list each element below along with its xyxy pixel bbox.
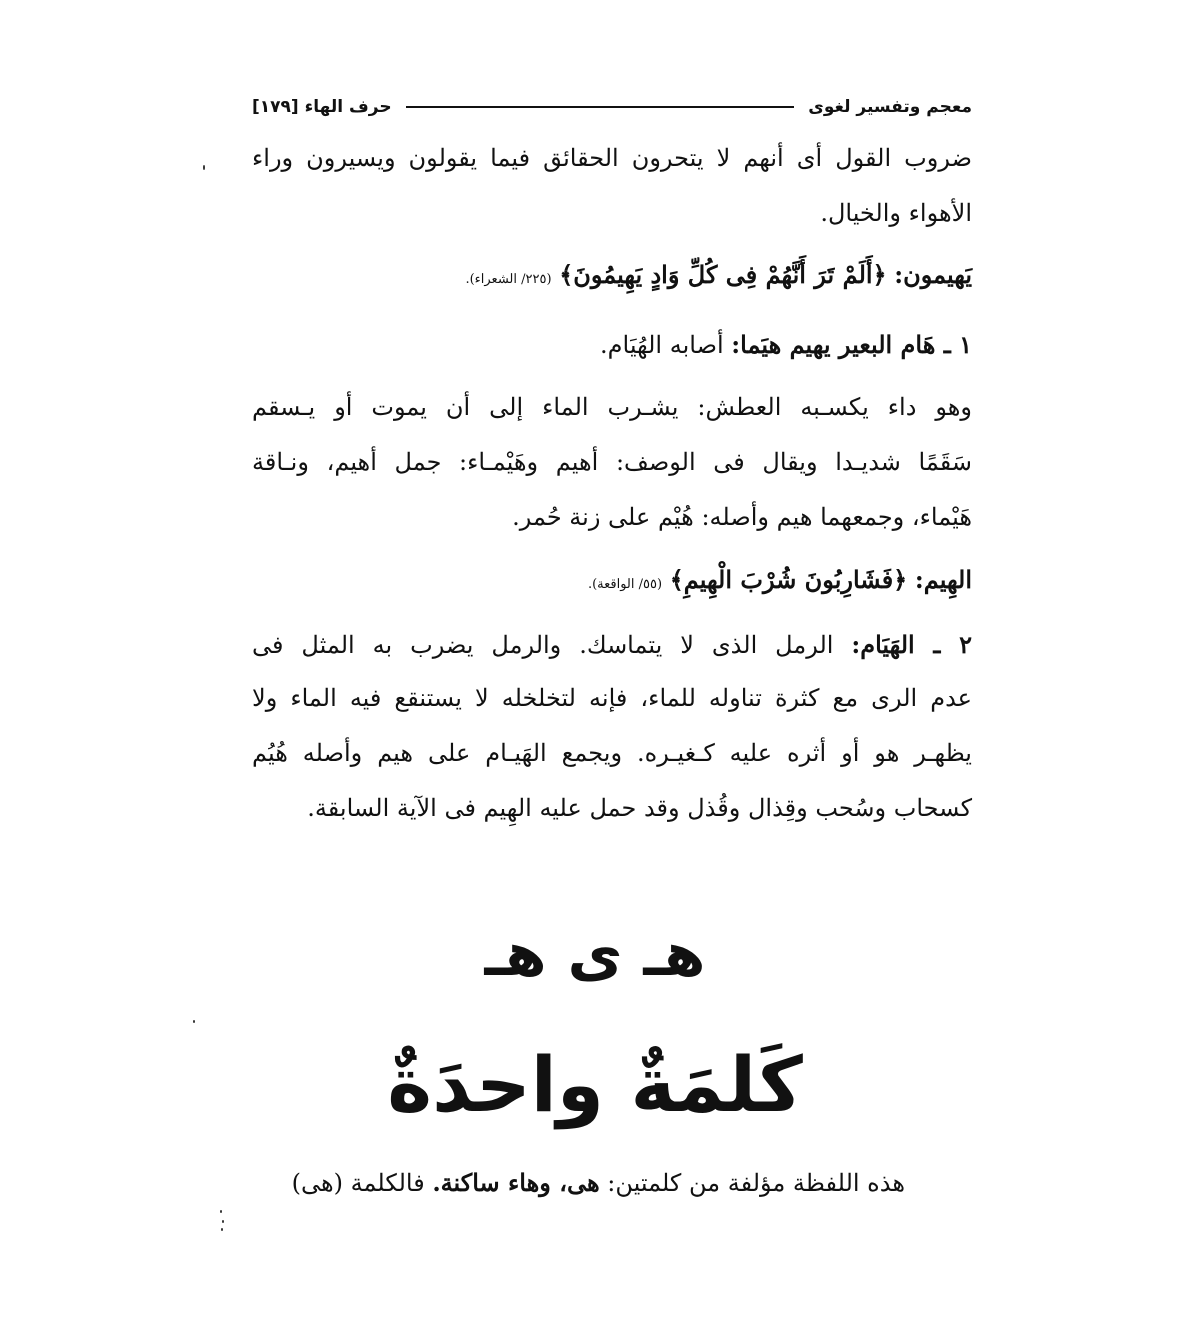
quran-verse: ﴿فَشَارِبُونَ شُرْبَ الْهِيمِ﴾	[669, 565, 908, 594]
definition-text: أصابه الهُيَام.	[600, 331, 724, 359]
book-title: معجم وتفسير لغوى	[808, 97, 972, 117]
quran-verse: ﴿أَلَمْ تَرَ أَنَّهُمْ فِى كُلِّ وَادٍ يَهِيمُونَ﴾	[559, 260, 887, 289]
text-line-10: عدم الرى مع كثرة تناوله للماء، فإنه لتخلخله لا يستنقع فيه الماء ولا	[252, 684, 972, 712]
scan-speck	[220, 1210, 222, 1213]
scan-speck	[193, 1020, 195, 1023]
definition-text: الرمل الذى لا يتماسك. والرمل يضرب به المثل فى	[252, 631, 834, 659]
section-page-number: حرف الهاء [١٧٩]	[252, 97, 392, 117]
last-text-line	[292, 1163, 905, 1203]
definition-head: ٢ ـ الهَيَام:	[851, 630, 972, 659]
text-line-11: يظهـر هو أو أثره عليه كـغيـره. ويجمع الهَيـام على هيم وأصله هُيُم	[252, 739, 972, 767]
last-line-bold: هى، وهاء ساكنة.	[432, 1168, 600, 1197]
entry-headword: الهِيم:	[914, 565, 972, 594]
text-line-6: سَقَمًا شديـدا ويقال فى الوصف: أهيم وهَيْمـاء: جمل أهيم، ونـاقة	[252, 448, 972, 476]
last-line-end: فالكلمة (هى)	[291, 1169, 425, 1197]
entry-headword: يَهيمون:	[894, 260, 972, 289]
scan-speck	[222, 1220, 224, 1223]
scan-speck	[203, 165, 205, 170]
verse-reference: (٥٥/ الواقعة).	[587, 577, 663, 592]
verse-reference: (٢٢٥/ الشعراء).	[465, 272, 552, 287]
definition-2	[252, 625, 972, 665]
text-line-2: الأهواء والخيال.	[820, 199, 972, 227]
definition-1	[600, 325, 972, 365]
running-header	[252, 92, 972, 122]
text-line-7: هَيْماء، وجمعهما هيم وأصله: هُيْم على زنة حُمر.	[512, 503, 972, 531]
entry-alhim	[588, 560, 972, 605]
definition-head: ١ ـ هَام البعير يهيم هيَما:	[731, 330, 972, 359]
last-line-start: هذه اللفظة مؤلفة من كلمتين:	[607, 1169, 905, 1197]
entry-yahimun	[465, 255, 972, 300]
text-line-5: وهو داء يكسـبه العطش: يشـرب الماء إلى أن يموت أو يـسقم	[252, 393, 972, 421]
text-line-12: كسحاب وسُحب وقِذال وقُذل وقد حمل عليه الهِيم فى الآية السابقة.	[307, 794, 972, 822]
text-line-1: ضروب القول أى أنهم لا يتحرون الحقائق فيما يقولون ويسيرون وراء	[252, 144, 972, 172]
word-heading: كَلمَةٌ واحدَةٌ	[387, 1040, 803, 1129]
root-letters-heading: هـ ى هـ	[484, 920, 706, 990]
header-rule	[406, 106, 795, 108]
scan-speck	[221, 1228, 223, 1231]
